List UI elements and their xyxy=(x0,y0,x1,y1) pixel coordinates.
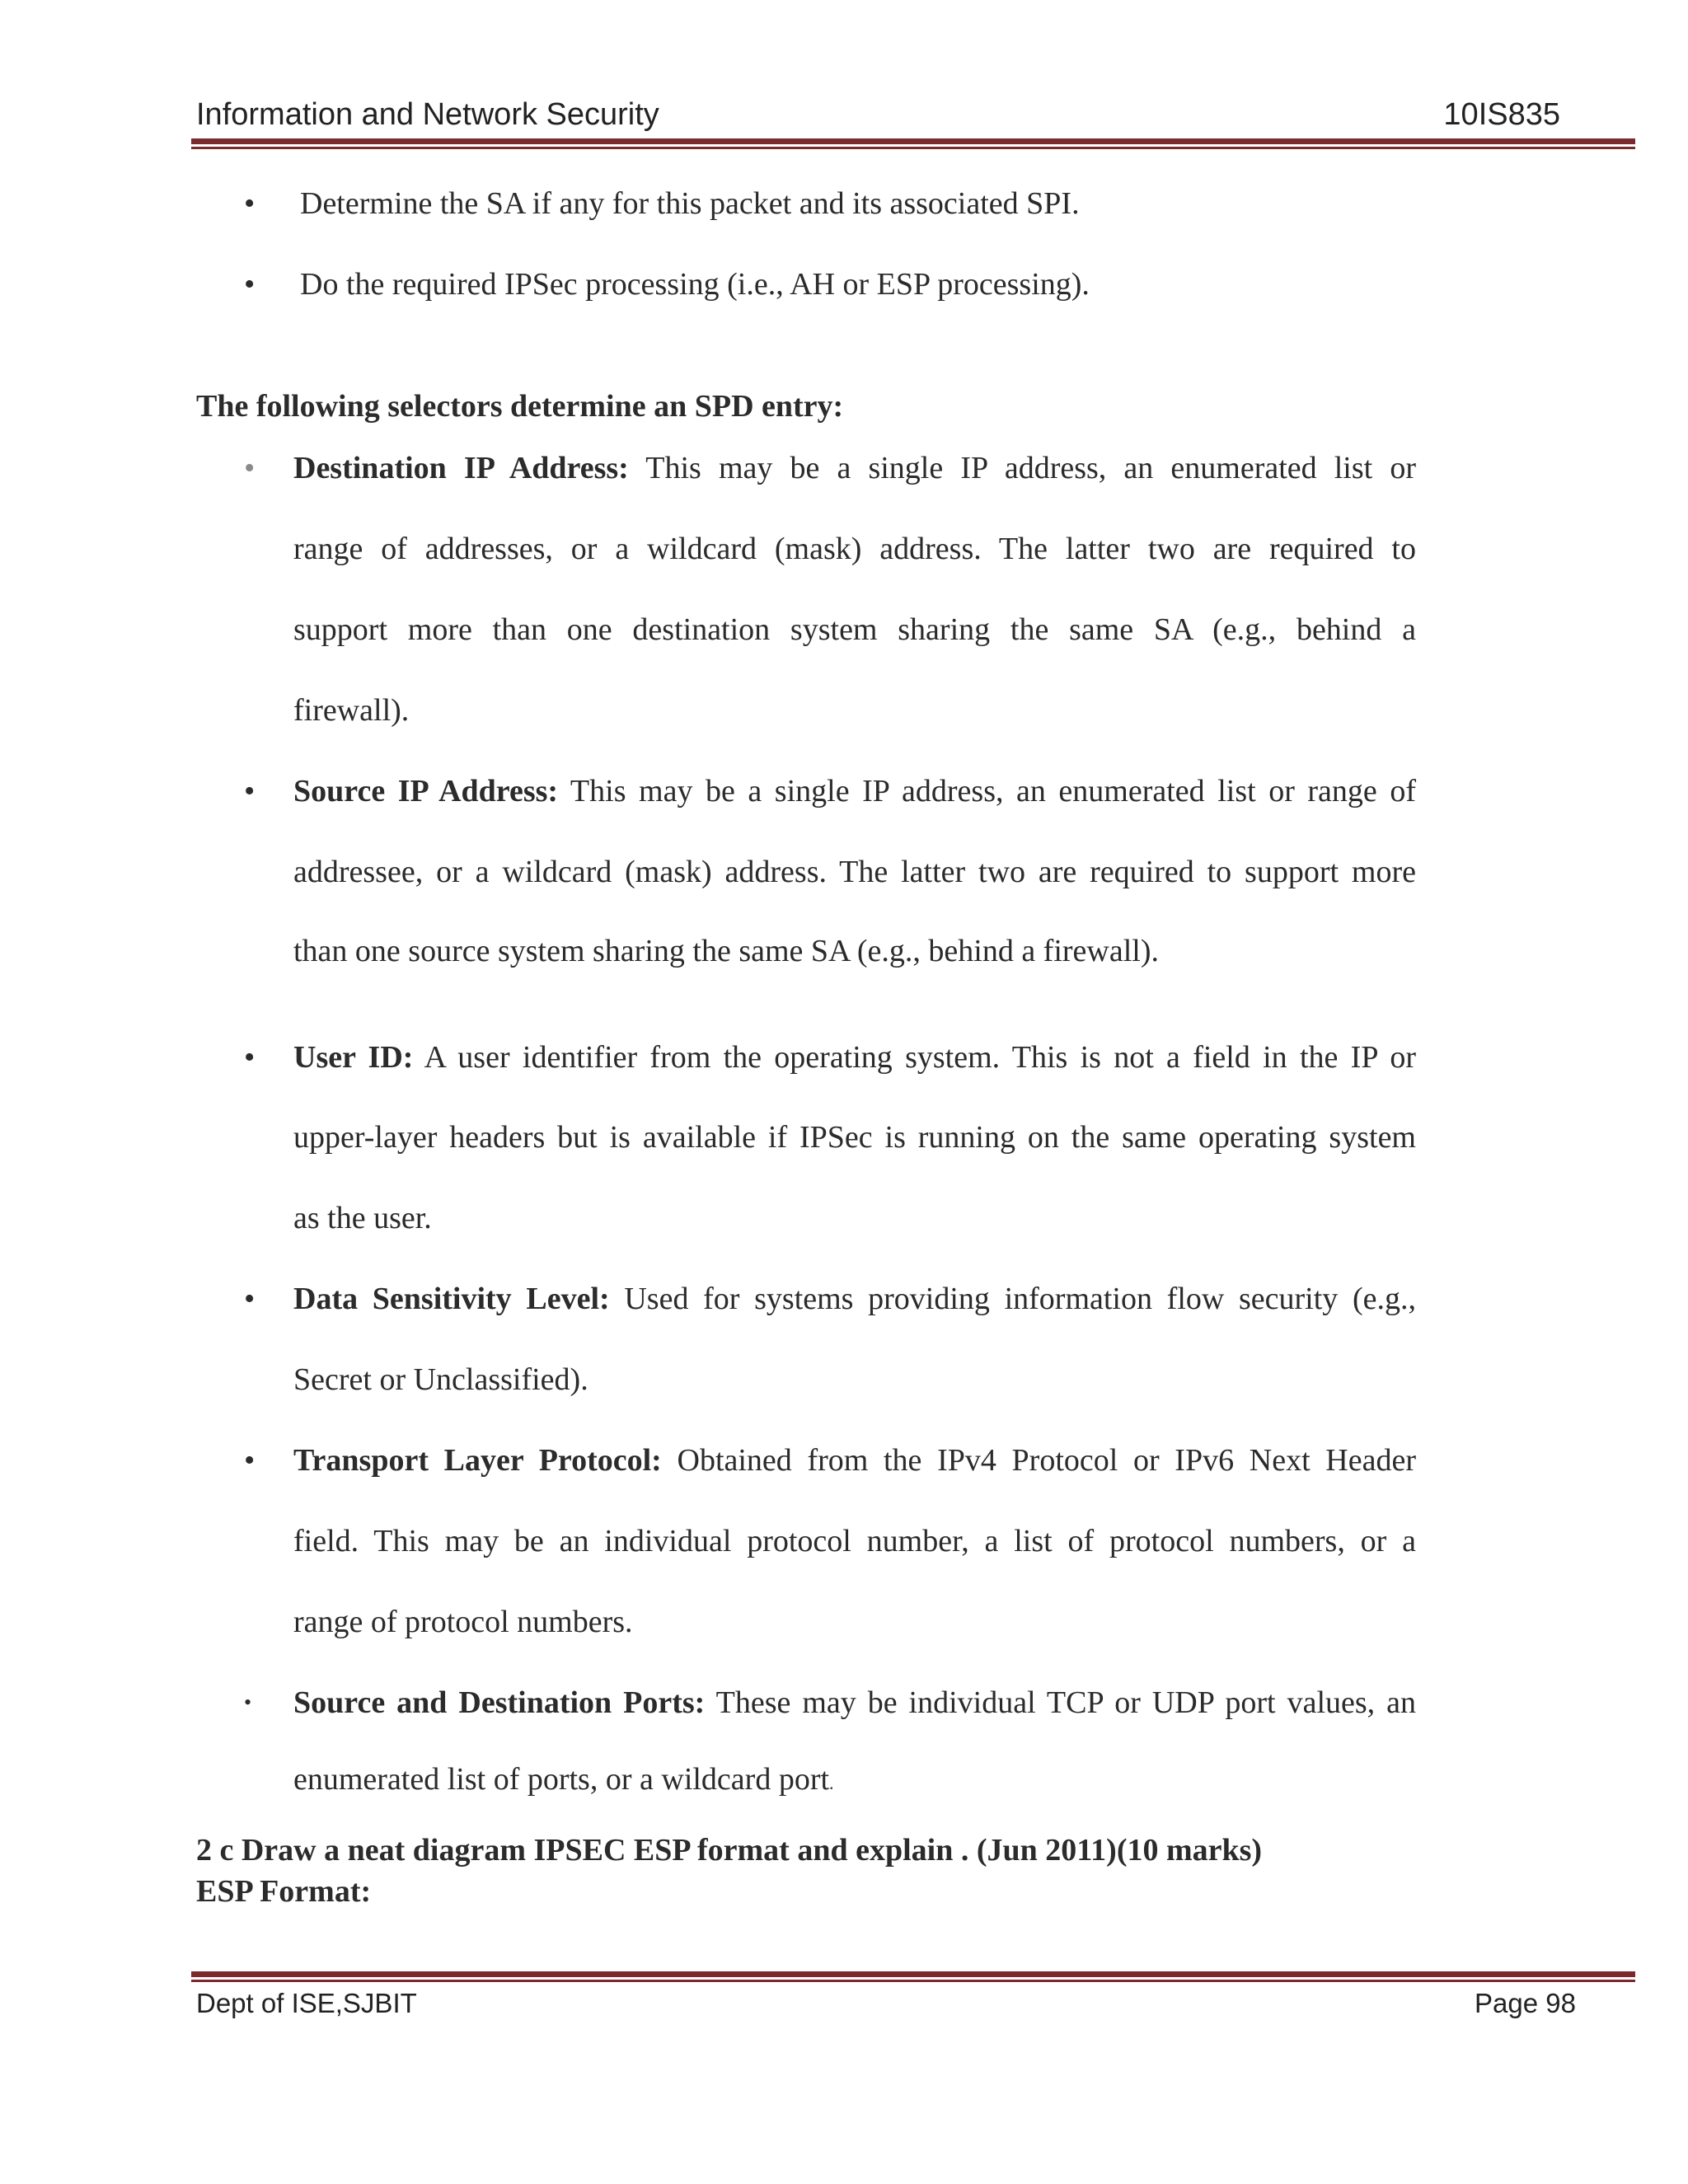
selector-data-sensitivity-line-1 xyxy=(293,1280,1416,1318)
header-rule xyxy=(191,138,1635,149)
selector-user-id-line-1 xyxy=(293,1038,1416,1076)
bullet-icon: • xyxy=(244,1443,256,1478)
selector-source-ip-line-1 xyxy=(293,772,1416,810)
selector-source-ip-line-3: than one source system sharing the same SA (e.g., behind a firewall). xyxy=(293,934,1159,968)
intro-bullet-2: Do the required IPSec processing (i.e., AH or ESP processing). xyxy=(300,267,1090,302)
selector-term: Transport Layer Protocol: xyxy=(293,1443,662,1478)
selector-destination-ip-line-3: support more than one destination system sharing the same SA (e.g., behind a xyxy=(293,612,1416,647)
selector-transport-protocol-line-1 xyxy=(293,1441,1416,1479)
selector-text: This may be a single IP address, an enumerated list or xyxy=(645,451,1416,485)
selector-text: Obtained from the IPv4 Protocol or IPv6 Next Header xyxy=(677,1443,1416,1478)
selector-text: These may be individual TCP or UDP port values, an xyxy=(715,1685,1416,1720)
selector-source-ip-line-2: addressee, or a wildcard (mask) address. The latter two are required to support more xyxy=(293,855,1416,889)
esp-format-heading: ESP Format: xyxy=(196,1874,372,1909)
selector-text: This may be a single IP address, an enumerated list or range of xyxy=(570,774,1416,808)
selector-text: enumerated list of ports, or a wildcard port xyxy=(293,1762,830,1797)
footer-page-number: Page 98 xyxy=(1475,1988,1576,2018)
header-title: Information and Network Security xyxy=(196,97,659,132)
footer-department: Dept of ISE,SJBIT xyxy=(196,1988,417,2018)
selector-text: Used for systems providing information flow security (e.g., xyxy=(624,1282,1417,1316)
selector-ports-line-2: enumerated list of ports, or a wildcard port. xyxy=(293,1762,834,1797)
selector-user-id-line-3: as the user. xyxy=(293,1201,432,1235)
question-heading: 2 c Draw a neat diagram IPSEC ESP format and explain . (Jun 2011)(10 marks) xyxy=(196,1833,1263,1868)
selector-user-id-line-2: upper-layer headers but is available if IPSec is running on the same operating system xyxy=(293,1120,1416,1155)
selector-transport-protocol-line-3: range of protocol numbers. xyxy=(293,1605,633,1639)
footer-rule xyxy=(191,1971,1635,1982)
bullet-icon: • xyxy=(244,774,256,808)
bullet-icon: • xyxy=(244,1282,256,1316)
bullet-icon: • xyxy=(244,267,256,302)
selector-destination-ip-line-2: range of addresses, or a wildcard (mask) address. The latter two are required to xyxy=(293,532,1416,566)
selectors-heading: The following selectors determine an SPD entry: xyxy=(196,389,844,424)
bullet-icon: • xyxy=(244,451,256,485)
selector-term: User ID: xyxy=(293,1040,414,1075)
intro-bullet-1: Determine the SA if any for this packet and its associated SPI. xyxy=(300,186,1080,221)
selector-text: A user identifier from the operating system. This is not a field in the IP or xyxy=(424,1040,1416,1075)
selector-term: Data Sensitivity Level: xyxy=(293,1282,610,1316)
bullet-icon: • xyxy=(244,1040,256,1075)
selector-destination-ip-line-1 xyxy=(293,449,1416,487)
selector-term: Destination IP Address: xyxy=(293,451,629,485)
bullet-icon: • xyxy=(244,186,256,221)
selector-term: Source IP Address: xyxy=(293,774,559,808)
header-course-code: 10IS835 xyxy=(1443,97,1560,132)
selector-data-sensitivity-line-2: Secret or Unclassified). xyxy=(293,1362,588,1397)
bullet-icon: • xyxy=(244,1690,252,1714)
selector-ports-line-1 xyxy=(293,1684,1416,1722)
selector-destination-ip-line-4: firewall). xyxy=(293,693,410,728)
selector-transport-protocol-line-2: field. This may be an individual protocol number, a list of protocol numbers, or a xyxy=(293,1524,1416,1558)
selector-term: Source and Destination Ports: xyxy=(293,1685,706,1720)
